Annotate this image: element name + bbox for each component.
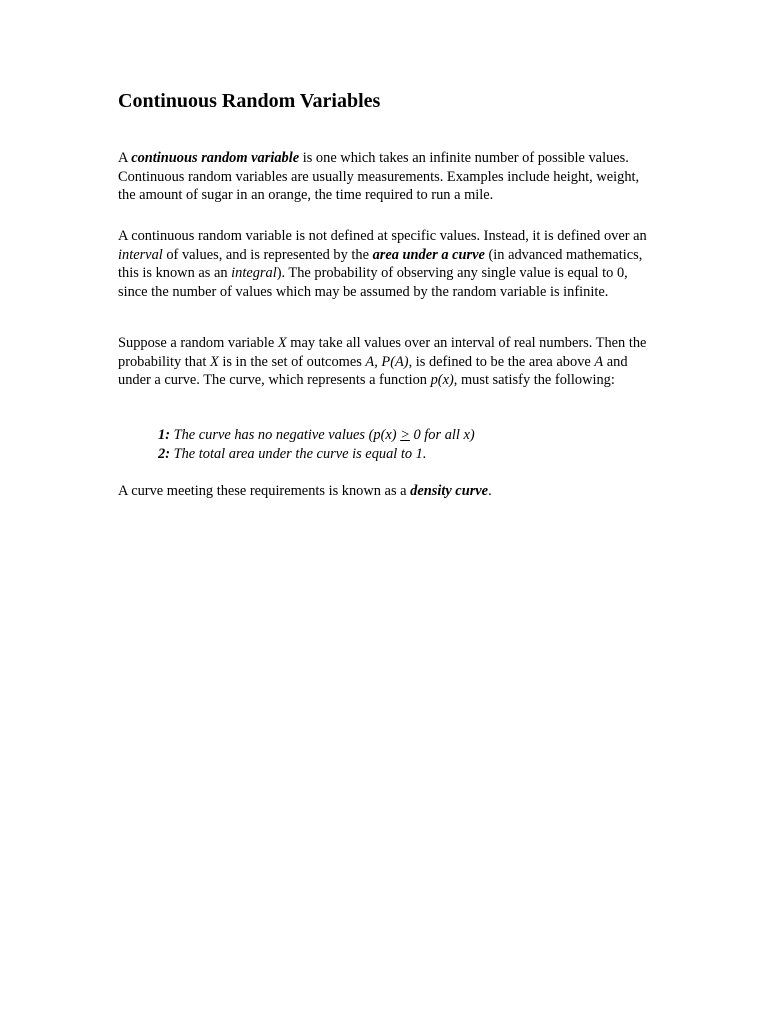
term-integral: integral [231, 265, 277, 282]
variable-x: X [209, 353, 219, 370]
requirements-list [158, 426, 475, 463]
paragraph-density-curve [118, 482, 492, 501]
variable-a-pa: A, P(A) [365, 353, 409, 370]
variable-a: A [594, 353, 604, 370]
list-item-text: The curve has no negative values (p(x) [170, 427, 401, 443]
list-item-number: 1: [158, 427, 170, 443]
paragraph-probability [118, 334, 658, 390]
paragraph-definition [118, 149, 658, 205]
list-item-text: 0 for all x) [409, 427, 475, 443]
text-segment: of values, and is represented by the [162, 246, 373, 263]
text-segment: , is defined to be the area above [408, 353, 595, 370]
text-segment: is in the set of outcomes [218, 353, 366, 370]
page-title: Continuous Random Variables [118, 90, 381, 112]
term-continuous-random-variable: continuous random variable [131, 150, 300, 166]
paragraph-interval [118, 227, 658, 301]
list-item [158, 445, 475, 464]
text-segment: may take all values over an interval of real numbers. Then the probability that [118, 335, 647, 370]
text-segment: Suppose a random variable [118, 335, 278, 351]
text-segment: ). The probability of observing any single value is equal to 0, since the number of values which may be assumed by the random variable is infinite. [118, 265, 628, 300]
document-page [118, 86, 658, 499]
text-segment: A [118, 150, 132, 166]
text-segment: and under a curve. The curve, which represents a function [118, 353, 628, 389]
term-interval: interval [118, 246, 163, 263]
list-item-text: The total area under the curve is equal to 1. [170, 445, 427, 462]
term-density-curve: density curve [410, 483, 489, 499]
text-segment: . [488, 483, 492, 499]
text-segment: (in advanced mathematics, this is known as an [118, 246, 643, 282]
text-segment: A continuous random variable is not defined at specific values. Instead, it is defined over an [118, 228, 647, 244]
function-px: p(x) [430, 372, 454, 389]
greater-equal-symbol: > [400, 427, 410, 443]
text-segment: A curve meeting these requirements is known as a [118, 483, 411, 499]
text-segment: is one which takes an infinite number of possible values. Continuous random variables are usually measurements. Examples include height, weight, the amount of sugar in an orange, the time required to run a mile. [118, 150, 640, 204]
term-area-under-curve: area under a curve [372, 246, 485, 263]
list-item-number: 2: [158, 445, 170, 462]
variable-x: X [277, 335, 287, 351]
list-item [158, 426, 475, 445]
text-segment: , must satisfy the following: [453, 372, 615, 389]
